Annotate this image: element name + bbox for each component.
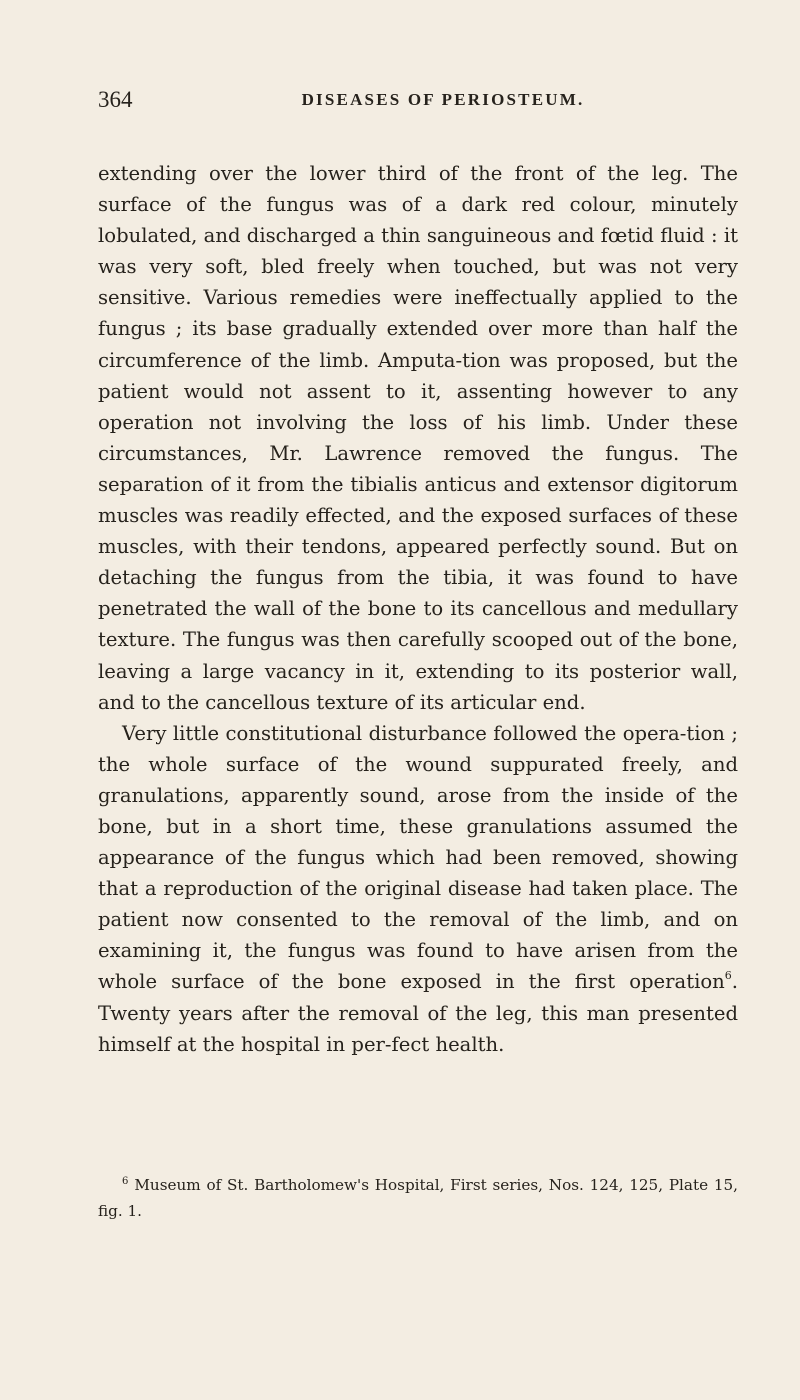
paragraph-2-text-b: . Twenty years after the removal of the leg, this man presented himself at the hospital in per-fect health. [98,970,738,1056]
running-head: DISEASES OF PERIOSTEUM. [301,90,585,109]
paragraph-2-text-a: Very little constitutional disturbance followed the opera-tion ; the whole surface of the wound suppurated freely, and granulations, apparently sound, arose from the inside of the bone, but in a short time, these granulations assumed the appearance of the fungus which had been removed, showing that a reproduction of the original disease had taken place. The patient now consented to the removal of the limb, and on examining it, the fungus was found to have arisen from the whole surface of the bone exposed in the first operation [98,721,738,994]
footnote-text: Museum of St. Bartholomew's Hospital, First series, Nos. 124, 125, Plate 15, fig. 1. [98,1176,738,1220]
footnote-reference: 6 [724,969,732,983]
page-number: 364 [98,87,133,112]
footnote-marker: 6 [122,1176,129,1187]
footnote [98,1172,738,1224]
paragraph-2 [98,718,738,1060]
page-header [98,83,738,117]
paragraph-1: extending over the lower third of the front of the leg. The surface of the fungus was of a dark red colour, minutely lobulated, and discharged a thin sanguineous and fœtid fluid : it was very soft, bled freely when touched, but was not very sensitive. Various remedies were ineffectually applied to the fungus ; its base gradually extended over more than half the circumference of the limb. Amputa-tion was proposed, but the patient would not assent to it, assenting however to any operation not involving the loss of his limb. Under these circumstances, Mr. Lawrence removed the fungus. The separation of it from the tibialis anticus and extensor digitorum muscles was readily effected, and the exposed surfaces of these muscles, with their tendons, appeared perfectly sound. But on detaching the fungus from the tibia, it was found to have penetrated the wall of the bone to its cancellous and medullary texture. The fungus was then carefully scooped out of the bone, leaving a large vacancy in it, extending to its posterior wall, and to the cancellous texture of its articular end. [98,162,738,714]
main-text [98,158,738,1060]
